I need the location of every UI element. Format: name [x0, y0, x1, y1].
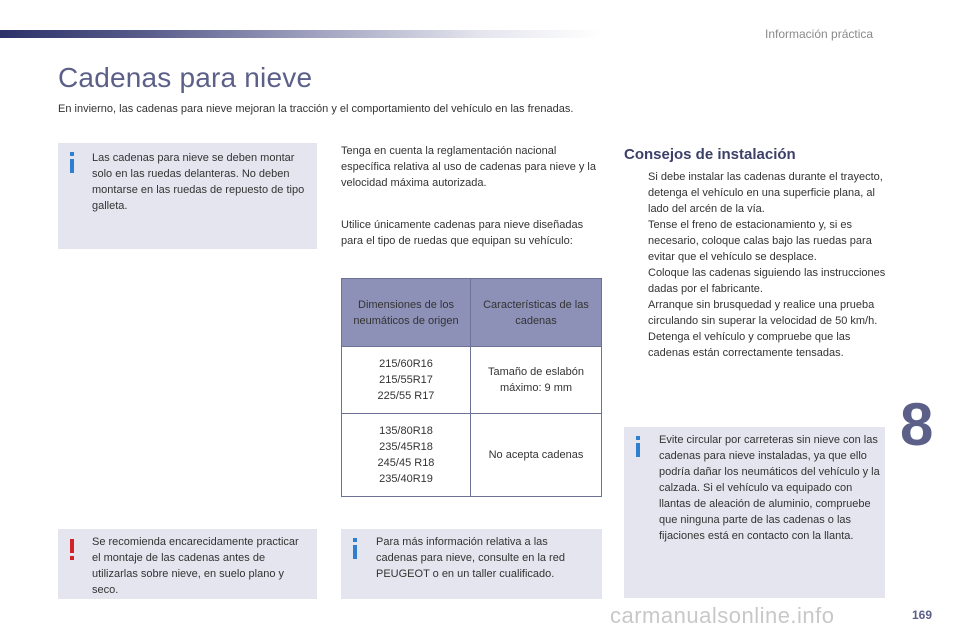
info-box-text: Evite circular por carreteras sin nieve con las cadenas para nieve instaladas, ya que ello podría dañar los neumáticos del vehículo y la calzada. Si el vehículo va equipado con llantas de aleación de aluminio, compruebe que ninguna parte de las cadenas o las fijaciones está en contacto con la llanta.	[659, 434, 880, 542]
list-item-text: Si debe instalar las cadenas durante el trayecto, detenga el vehículo en una superficie plana, al lado del arcén de la vía.	[648, 171, 883, 215]
table-header-row	[342, 279, 602, 347]
info-box-more-info	[341, 529, 602, 599]
tire-size: 135/80R18	[379, 425, 433, 437]
list-item-text: Arranque sin brusquedad y realice una prueba circulando sin superar la velocidad de 50 km/h.	[648, 299, 878, 327]
list-item	[624, 297, 890, 329]
table-row	[342, 414, 602, 497]
table-header-cell: Dimensiones de los neumáticos de origen	[342, 279, 471, 347]
info-box-front-wheels	[58, 143, 317, 249]
installation-heading: Consejos de instalación	[624, 146, 796, 163]
warning-box-practice	[58, 529, 317, 599]
info-icon	[70, 152, 74, 174]
info-icon	[636, 436, 640, 458]
tire-size: 235/40R19	[379, 473, 433, 485]
watermark: carmanualsonline.info	[610, 603, 835, 628]
tire-size: 225/55 R17	[377, 390, 435, 402]
chain-spec-cell: Tamaño de eslabón máximo: 9 mm	[471, 347, 602, 414]
tire-size: 235/45R18	[379, 441, 433, 453]
chain-spec-cell: No acepta cadenas	[471, 414, 602, 497]
tire-chains-table	[341, 278, 602, 497]
list-item-text: Coloque las cadenas siguiendo las instrucciones dadas por el fabricante.	[648, 267, 886, 295]
page-title: Cadenas para nieve	[58, 62, 313, 93]
info-box-avoid-roads	[624, 427, 885, 598]
table-header-cell: Características de las cadenas	[471, 279, 602, 347]
info-icon	[353, 538, 357, 560]
list-item	[624, 169, 890, 217]
paragraph-regulations: Tenga en cuenta la reglamentación nacional específica relativa al uso de cadenas para nieve y la velocidad máxima autorizada.	[341, 145, 596, 189]
list-item-text: Detenga el vehículo y compruebe que las cadenas están correctamente tensadas.	[648, 331, 851, 359]
info-box-text: Las cadenas para nieve se deben montar solo en las ruedas delanteras. No deben montarse en las ruedas de repuesto de tipo galleta.	[92, 152, 305, 212]
list-item	[624, 217, 890, 265]
tire-size: 215/55R17	[379, 374, 433, 386]
paragraph-use-chains: Utilice únicamente cadenas para nieve diseñadas para el tipo de ruedas que equipan su vehículo:	[341, 219, 584, 247]
page-number: 169	[912, 608, 933, 622]
list-item	[624, 265, 890, 297]
header-gradient-bar	[0, 30, 600, 38]
warning-icon	[69, 539, 75, 561]
list-item	[624, 329, 890, 361]
chapter-number: 8	[900, 391, 934, 458]
installation-list	[624, 169, 890, 361]
list-item-text: Tense el freno de estacionamiento y, si es necesario, coloque calas bajo las ruedas para evitar que el vehículo se desplace.	[648, 219, 872, 263]
tire-sizes-cell	[342, 347, 471, 414]
tire-size: 215/60R16	[379, 358, 433, 370]
table-row	[342, 347, 602, 414]
section-label: Información práctica	[765, 27, 874, 41]
info-box-text: Para más información relativa a las cadenas para nieve, consulte en la red PEUGEOT o en un taller cualificado.	[376, 536, 565, 580]
tire-size: 245/45 R18	[377, 457, 435, 469]
warning-box-text: Se recomienda encarecidamente practicar el montaje de las cadenas antes de utilizarlas sobre nieve, en suelo plano y seco.	[92, 536, 299, 596]
intro-text: En invierno, las cadenas para nieve mejoran la tracción y el comportamiento del vehículo en las frenadas.	[58, 103, 574, 115]
tire-sizes-cell	[342, 414, 471, 497]
